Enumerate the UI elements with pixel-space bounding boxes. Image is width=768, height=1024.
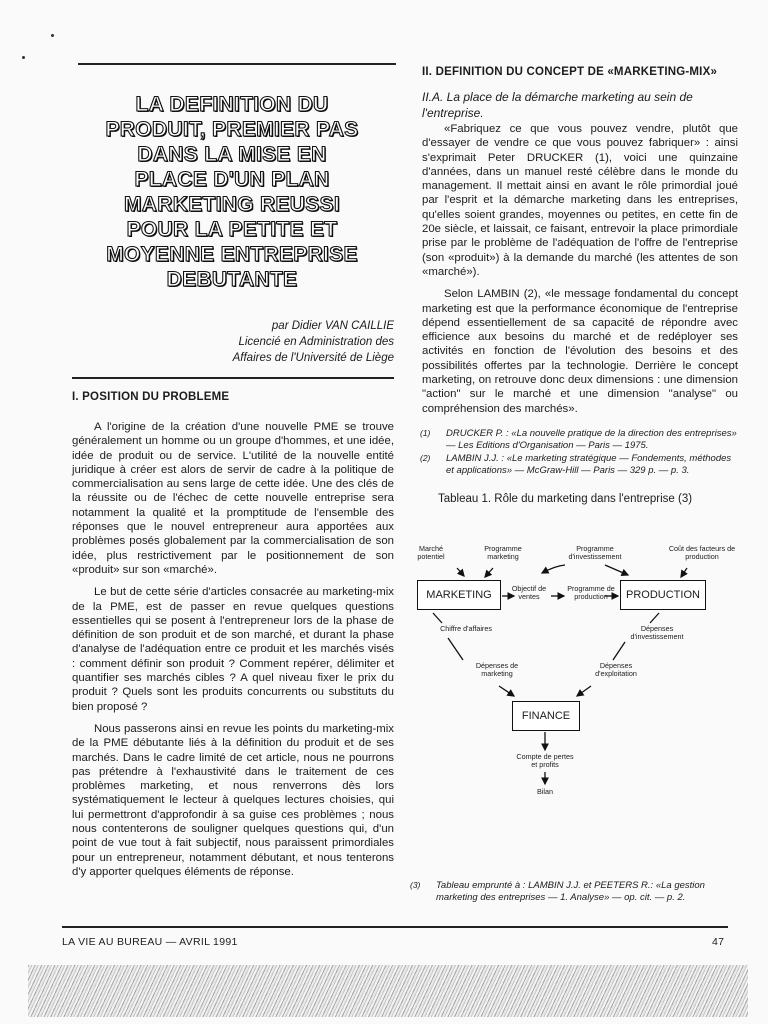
footnote-number: (1) [420,428,431,438]
box-finance: FINANCE [512,701,580,731]
body-paragraph: A l'origine de la création d'une nouvelle PME se trouve généralement un homme ou un groupe d'hommes, et une idée, idée de produit ou de service. L'utilité de la nouvelle entité juridique à créer est alors de servir de cadre à la politique de commercialisation au sens large de cette idée. Une des clés de la réussite ou de l'échec de cette nouvelle entreprise sera notamment la qualité et la promptitude de l'ensemble des réponses que le nouvel entrepreneur aura apportées aux problèmes posés globalement par la commercialisation de son idée, plus restrictivement par le positionnement de son «produit» sur son «marché». [72,421,394,576]
footnote-number: (3) [410,880,421,890]
arrow [577,686,591,696]
label-cout-facteurs: Coût des facteurs de production [668,544,736,561]
arrow [605,565,628,575]
section-1-heading: I. POSITION DU PROBLEME [72,391,230,403]
title-line: PRODUIT, PREMIER PAS [105,118,359,141]
article-title [92,92,372,292]
footer-rule [62,926,728,928]
section-2-heading: II. DEFINITION DU CONCEPT DE «MARKETING-MIX» [422,66,718,78]
footer-publication: LA VIE AU BUREAU — AVRIL 1991 [62,936,238,948]
arrow [650,613,659,623]
author-byline [160,318,394,366]
title-line: PLACE D'UN PLAN [134,168,330,191]
footnote-text: DRUCKER P. : «La nouvelle pratique de la direction des entreprises» — Les Editions d'Organisation — Paris — 1975. [446,428,737,451]
footnote-text: LAMBIN J.J. : «Le marketing stratégique — Fondements, méthodes et applications» — McGraw-Hill — Paris — 329 p. — p. 3. [446,453,732,476]
footnote-number: (2) [420,453,431,463]
label-programme-production: Programme de production [567,584,615,601]
body-paragraph: Le but de cette série d'articles consacrée au marketing-mix de la PME, est de passer en revue quelques questions essentielles qui se posent à l'entrepreneur lors de la phase de définition de son produit et de son marché, et durant la phase d'analyse de l'adéquation entre ce produit et les marchés visés : comment définir son produit ? Comment repérer, délimiter et quantifier ses marchés cibles ? A quel niveau fixer le prix du produit ? Quels sont les produits concurrents ou substituts du bien proposé ? [72,586,394,713]
scan-noise-band [28,965,748,1017]
label-depenses-exploitation: Dépenses d'exploitation [595,661,637,678]
arrow [433,613,442,623]
arrow [542,565,565,573]
speck [22,56,25,59]
footnote [410,880,740,903]
author-affiliation: Affaires de l'Université de Liège [232,352,394,364]
arrow [681,568,687,577]
page-number: 47 [712,936,725,948]
body-paragraph: «Fabriquez ce que vous pouvez vendre, plutôt que d'essayer de vendre ce que vous pouvez fabriquer» : ainsi s'exprimait Peter DRUCKER (1), voici une quinzaine d'années, dans un manuel resté célèbre dans le monde du management. Il mettait ainsi en avant le rôle primordial joué par l'esprit et la démarche marketing dans les entreprises, qu'elles soient grandes, moyennes ou petites, en cette fin de 20e siècle, et laissait, ce faisant, entrevoir la place primordiale prise par le problème de l'adéquation de l'offre de l'entreprise (son «produit») à la demande du marché (les attentes de son «marché»). [422,123,738,278]
box-marketing: MARKETING [417,580,501,610]
author-credential: Licencié en Administration des [238,336,394,348]
section-2-body [422,122,738,424]
label-compte-pertes-profits: Compte de pertes et profits [516,752,574,769]
label-programme-investissement: Programme d'investissement [568,544,622,561]
title-line: MARKETING REUSSI [124,193,340,216]
section-2a-subheading: II.A. La place de la démarche marketing au sein de l'entreprise. [422,90,693,120]
speck [51,34,54,37]
arrow [613,642,625,660]
label-marche-potentiel: Marché potentiel [417,544,445,561]
footnote-3 [410,880,740,905]
arrow [457,568,464,576]
body-paragraph: Selon LAMBIN (2), «le message fondamental du concept marketing est que la performance économique de l'entreprise dépend essentiellement de sa capacité de répondre avec efficience aux besoins du marché et de redéployer ses activités en fonction de l'évolution des besoins et des possibilités offertes par la technologie. Derrière le concept marketing, on retrouve donc deux dimensions : une dimension "action" sur le marché et une dimension "analyse" ou compréhension des marchés». [422,288,738,415]
arrow [448,638,463,660]
label-chiffre-affaires: Chiffre d'affaires [440,624,492,633]
footnotes [420,428,738,478]
top-rule-left [78,63,396,65]
arrow [485,568,493,577]
label-depenses-marketing: Dépenses de marketing [475,661,519,678]
body-paragraph: Nous passerons ainsi en revue les points du marketing-mix de la PME débutante liés à la définition du produit et de ses marchés. Dans le cadre limité de cet article, nous ne pourrons pas prétendre à l'exhaustivité dans le traitement de ces problèmes marketing, et nous renverrons dès lors systématiquement le lecteur à quelques lectures choisies, qui lui permettront d'approfondir à sa guise ces problèmes ; nous nous contenterons de souligner quelques questions qui, d'un point de vue tout à fait subjectif, nous paraissent primordiales pour un entrepreneur, notamment débutant, et nous tenterons d'y apporter quelques éléments de réponse. [72,722,394,878]
footnote [420,428,738,451]
title-line: LA DEFINITION DU [135,93,329,116]
title-line: DEBUTANTE [166,268,298,291]
author-name: par Didier VAN CAILLIE [271,320,394,332]
title-line: MOYENNE ENTREPRISE [106,243,358,266]
table-caption: Tableau 1. Rôle du marketing dans l'entreprise (3) [438,493,693,505]
label-depenses-investissement: Dépenses d'investissement [630,624,684,641]
title-line: DANS LA MISE EN [137,143,327,166]
section-1-body [72,420,394,887]
arrow [499,686,514,696]
label-objectif-ventes: Objectif de ventes [511,584,547,601]
title-line: POUR LA PETITE ET [126,218,338,241]
marketing-role-diagram [405,540,745,800]
footnote-text: Tableau emprunté à : LAMBIN J.J. et PEETERS R.: «La gestion marketing des entreprises — 1. Analyse» — op. cit. — p. 2. [436,880,705,903]
label-bilan: Bilan [537,787,553,796]
footnote [420,453,738,476]
section-rule-left [72,377,394,379]
label-programme-marketing: Programme marketing [484,544,522,561]
box-production: PRODUCTION [620,580,706,610]
